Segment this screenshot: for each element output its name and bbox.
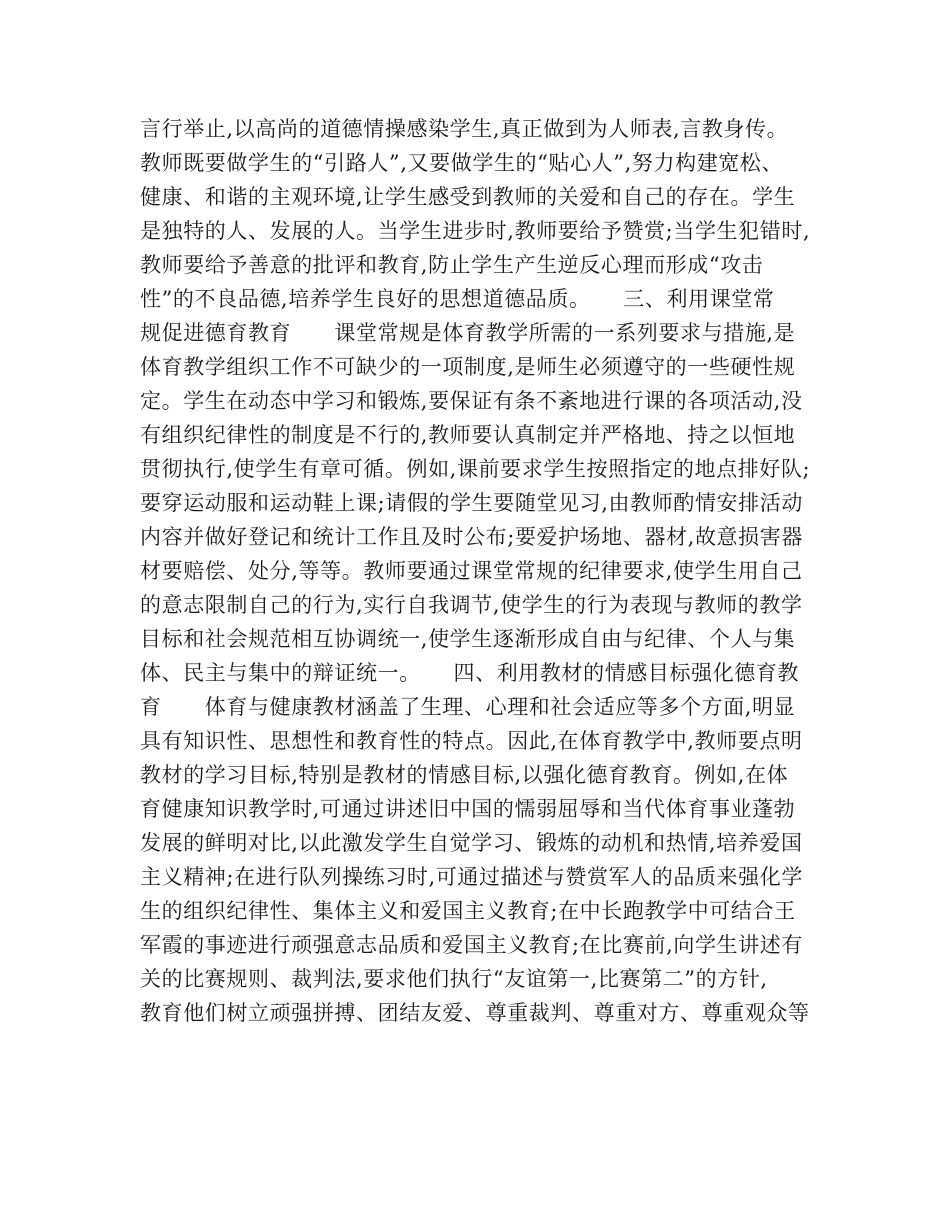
text-line: 具有知识性、思想性和教育性的特点。因此,在体育教学中,教师要点明 xyxy=(140,729,803,753)
text-line: 定。学生在动态中学习和锻炼,要保证有条不紊地进行课的各项活动,没 xyxy=(140,389,803,413)
text-line: 的意志限制自己的行为,实行自我调节,使学生的行为表现与教师的教学 xyxy=(140,593,803,617)
body-text xyxy=(140,112,830,1030)
text-line: 言行举止,以高尚的道德情操感染学生,真正做到为人师表,言教身传。 xyxy=(140,117,789,141)
text-line: 生的组织纪律性、集体主义和爱国主义教育;在中长跑教学中可结合王 xyxy=(140,899,796,923)
text-line: 关的比赛规则、裁判法,要求他们执行“友谊第一,比赛第二”的方针, xyxy=(140,967,768,991)
text-line: 目标和社会规范相互协调统一,使学生逐渐形成自由与纪律、个人与集 xyxy=(140,627,796,651)
text-line: 是独特的人、发展的人。当学生进步时,教师要给予赞赏;当学生犯错时, xyxy=(140,219,811,243)
text-line: 性”的不良品德,培养学生良好的思想道德品质。 三、利用课堂常 xyxy=(140,287,775,311)
text-line: 主义精神;在进行队列操练习时,可通过描述与赞赏军人的品质来强化学 xyxy=(140,865,803,889)
text-line: 育健康知识教学时,可通过讲述旧中国的懦弱屈辱和当代体育事业蓬勃 xyxy=(140,797,796,821)
text-line: 有组织纪律性的制度是不行的,教师要认真制定并严格地、持之以恒地 xyxy=(140,423,796,447)
text-line: 教师要给予善意的批评和教育,防止学生产生逆反心理而形成“攻击 xyxy=(140,253,764,277)
text-line: 规促进德育教育 课堂常规是体育教学所需的一系列要求与措施,是 xyxy=(140,321,796,345)
text-line: 教育他们树立顽强拼搏、团结友爱、尊重裁判、尊重对方、尊重观众等 xyxy=(140,1001,810,1025)
text-line: 军霞的事迹进行顽强意志品质和爱国主义教育;在比赛前,向学生讲述有 xyxy=(140,933,803,957)
text-line: 体、民主与集中的辩证统一。 四、利用教材的情感目标强化德育教 xyxy=(140,661,800,685)
text-line: 材要赔偿、处分,等等。教师要通过课堂常规的纪律要求,使学生用自己 xyxy=(140,559,803,583)
text-line: 健康、和谐的主观环境,让学生感受到教师的关爱和自己的存在。学生 xyxy=(140,185,796,209)
text-line: 贯彻执行,使学生有章可循。例如,课前要求学生按照指定的地点排好队; xyxy=(140,457,811,481)
text-line: 内容并做好登记和统计工作且及时公布;要爱护场地、器材,故意损害器 xyxy=(140,525,803,549)
text-line: 育 体育与健康教材涵盖了生理、心理和社会适应等多个方面,明显 xyxy=(140,695,796,719)
text-line: 要穿运动服和运动鞋上课;请假的学生要随堂见习,由教师酌情安排活动 xyxy=(140,491,803,515)
text-line: 发展的鲜明对比,以此激发学生自觉学习、锻炼的动机和热情,培养爱国 xyxy=(140,831,803,855)
text-line: 教材的学习目标,特别是教材的情感目标,以强化德育教育。例如,在体 xyxy=(140,763,789,787)
text-line: 体育教学组织工作不可缺少的一项制度,是师生必须遵守的一些硬性规 xyxy=(140,355,796,379)
text-line: 教师既要做学生的“引路人”,又要做学生的“贴心人”,努力构建宽松、 xyxy=(140,151,784,175)
